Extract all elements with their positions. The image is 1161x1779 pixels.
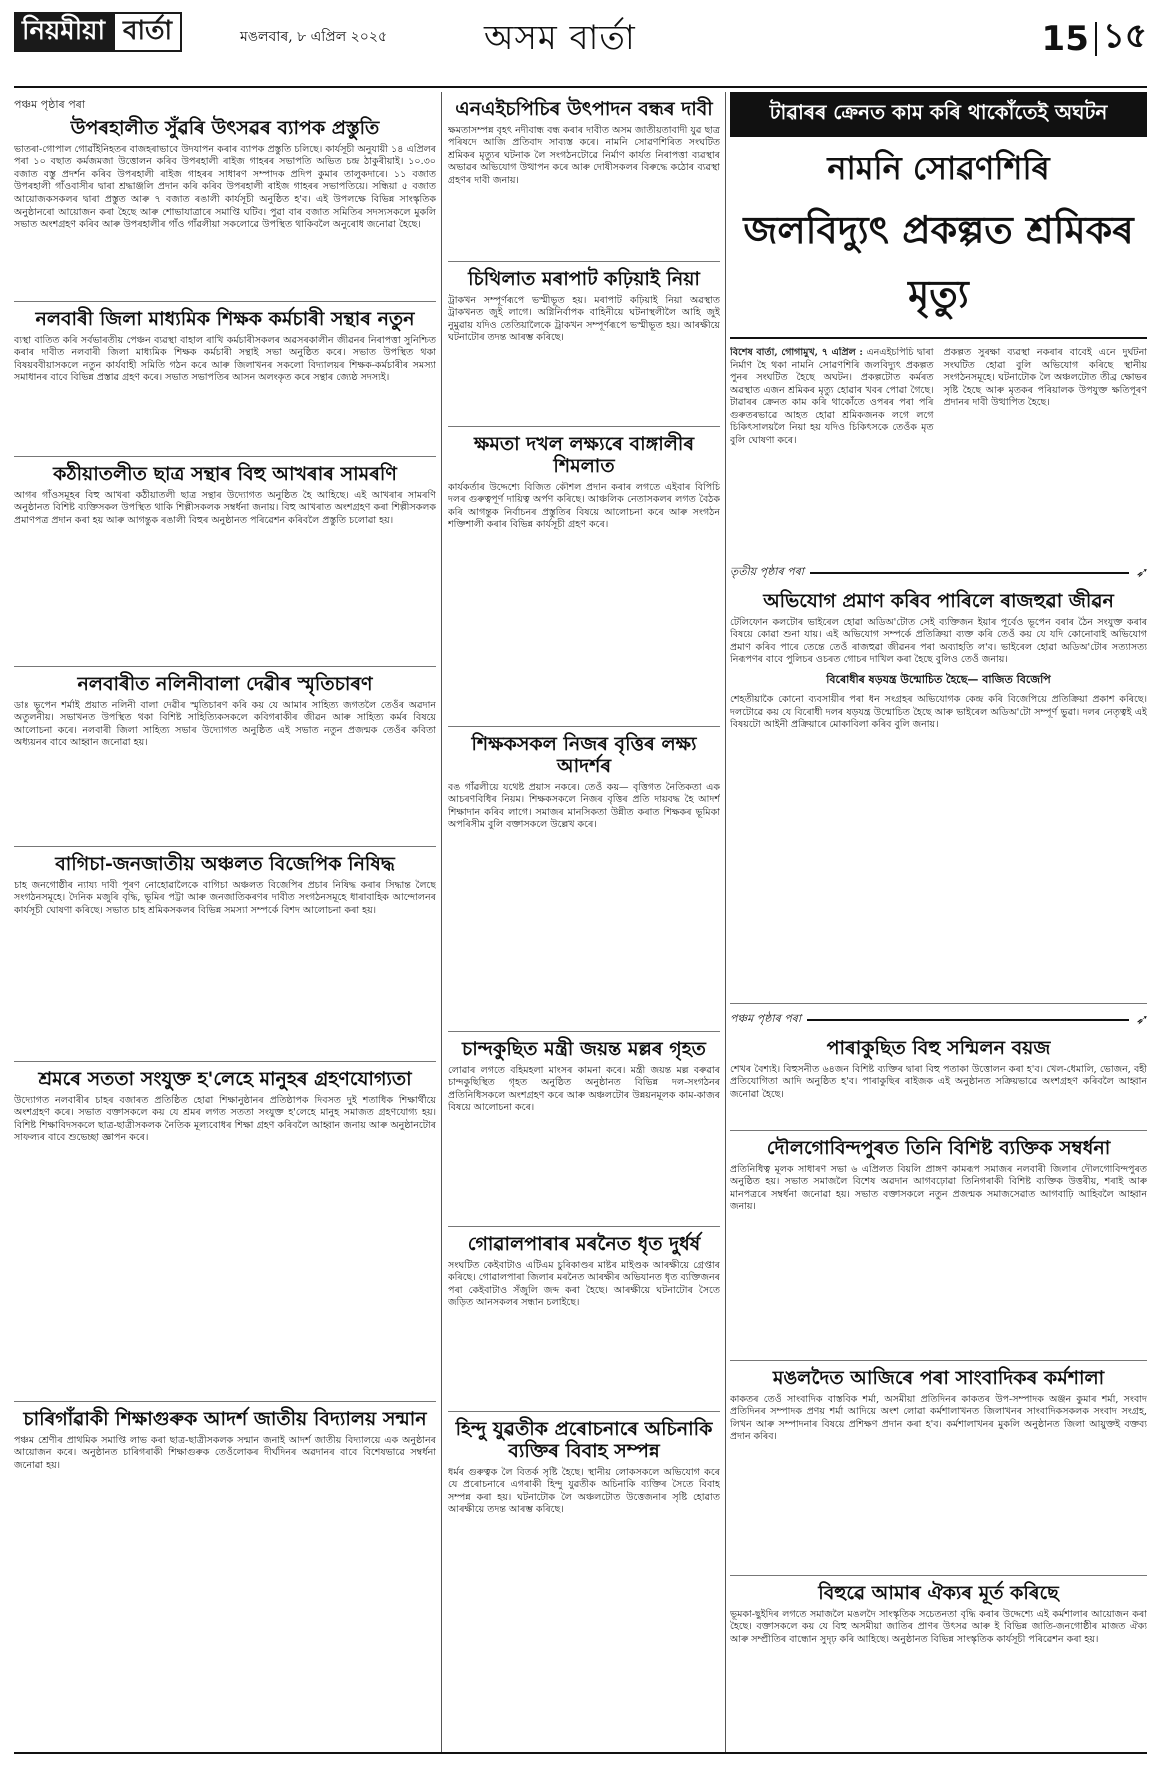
logo-part-one: নিয়মীয়া — [14, 12, 113, 52]
article-subhead: বিৰোধীৰ ষড়যন্ত্ৰ উন্মোচিত হৈছে— বাজিত বিজেপি — [826, 672, 1051, 686]
lead-banner-kicker: টাৱাৰৰ ক্ৰেনত কাম কৰি থাকোঁতেই অঘটন — [730, 92, 1147, 137]
page-number-arabic: 15 — [1041, 18, 1089, 59]
article-headline: নলবাৰী জিলা মাধ্যমিক শিক্ষক কৰ্মচাৰী সন্থাৰ নতুন — [35, 308, 415, 330]
article-headline: গোৱালপাৰাৰ মৰনৈত ধৃত দুৰ্ধৰ্ষ — [467, 1233, 701, 1255]
article-headline: বাগিচা-জনজাতীয় অঞ্চলত বিজেপিক নিষিদ্ধ — [55, 853, 395, 875]
page-number-divider — [1095, 22, 1097, 56]
article-headline: শ্ৰমৰে সততা সংযুক্ত হ'লেহে মানুহৰ গ্ৰহণযোগ্যতা — [38, 1068, 412, 1090]
lead-body — [730, 347, 1147, 557]
page-number-native: ১৫ — [1102, 16, 1147, 56]
article-kicker: পঞ্চম পৃষ্ঠাৰ পৰা — [14, 98, 86, 111]
article-jute-truck — [448, 262, 720, 427]
article-marriage — [448, 1412, 720, 1752]
article-teachers-union — [14, 302, 436, 457]
article-body: প্ৰতিনিধিত্ব মূলক সাধাৰণ সভা ৬ এপ্ৰিলত বিয়লি প্ৰাঙ্গণ কামৰূপ সমাজৰ নলবাৰী জিলাৰ দৌলগোবিন্দপুৰত অনুষ্ঠিত হয়। সভাত সমাজলৈ বিশেষ অৱদান আগবঢ়োৱা তিনিগৰাকী বিশিষ্ট ব্যক্তিক উত্তৰীয়, শৰাই আৰু মানপত্ৰৰে সম্বৰ্ধনা জনোৱা হয়। সভাত বক্তাসকলে নতুন প্ৰজন্মক সমাজসেৱাত আগবাঢ়ি আহিবলৈ আহ্বান জনায়। — [730, 1163, 1147, 1213]
article-body: কাৰ্যকৰ্তাৰ উদ্দেশ্যে বিজিত কৌশল প্ৰদান কৰাৰ লগতে এইবাৰ বিপিচি দলৰ গুৰুত্বপূৰ্ণ দায়িত্ব অৰ্পণ কৰিছে। আঞ্চলিক নেতাসকলৰ লগত বৈঠক কৰি আগন্তুক নিৰ্বাচনৰ প্ৰস্তুতিৰ বিষয়ে আলোচনা কৰে আৰু সংগঠন শক্তিশালী কৰাৰ বিভিন্ন কাৰ্যসূচী গ্ৰহণ কৰে। — [448, 481, 720, 531]
article-body: চাহ জনগোষ্ঠীৰ ন্যায্য দাবী পূৰণ নোহোৱালৈকে বাগিচা অঞ্চলত বিজেপিৰ প্ৰচাৰ নিষিদ্ধ কৰাৰ সিদ্ধান্ত লৈছে সংগঠনসমূহে। দৈনিক মজুৰি বৃদ্ধি, ভূমিৰ পট্টা আৰু জনজাতিকৰণৰ দাবীত সংগঠনসমূহে ধাৰাবাহিক আন্দোলনৰ কাৰ্যসূচী ঘোষণা কৰিছে। সভাত চাহ শ্ৰমিকসকলৰ বিভিন্ন সমস্যা সম্পৰ্কে বিশদ আলোচনা কৰা হয়। — [14, 879, 436, 916]
newspaper-logo — [14, 12, 222, 52]
article-body: ভাতৰা-গোপাল গোৱাঁইনিহতৰ বাজহৰাভাবে উদযাপন কৰাৰ ব্যাপক প্ৰস্তুতি চলিছে। কাৰ্যসূচী অনুযায়ী ১৪ এপ্ৰিলৰ পৰা ১০ বছাত কৰ্মজমজা উত্তোলন কৰিব উপৰহালী ৰাইজ গাহৰৰ সভাপতি অভিত চন্দ্ৰ ঠাকুৰীয়াই। ১০.৩০ বজাত বস্তু প্ৰদৰ্শন কৰিব উপৰহালী ৰাইজ গাহৰৰ সাধাৰণ সম্পাদক প্ৰদিপ কুমাৰ তালুকদাৰে। ১১ বজাত উপৰহালী গাঁওবাসীৰ দ্বাৰা শ্ৰদ্ধাঞ্জলি প্ৰদান কৰি কৰিব উপৰহালী ৰাইজ গাহৰৰ সভাপতিয়ে। সন্ধিয়া ৫ বজাত আয়োজকসকলৰ দ্বাৰা প্ৰস্তুত আৰু ৭ বজাত ৰঙালী কাৰ্যসূচী অনুষ্ঠিত হ'ব। এই উপলক্ষে বিভিন্ন সাংস্কৃতিক অনুষ্ঠানৰো আয়োজন কৰা হৈছে আৰু শোভাযাত্ৰাৰে সমাপ্তি ঘটিব। পুৱা বাৰ বজাত সমিতিৰ সদস্যসকলে মুকলি সভাত অংশগ্ৰহণ কৰিব আৰু উপৰহালীৰ গাঁও গাঁৱলীয়া সকলোৱে উপস্থিত থাকিবলৈ অনুৰোধ জনোৱা হৈছে। — [14, 143, 436, 231]
lead-body-part-one: এনএইচপিচি দ্বাৰা নিৰ্মাণ হৈ থকা নামনি সোৱণশিৰি জলবিদ্যুৎ প্ৰকল্পত পুনৰ সংঘটিত হৈছে অঘটন। প্ৰকল্পটোত কৰ্মৰত অৱস্থাত এজন শ্ৰমিকৰ মৃত্যু হোৱাৰ খবৰ পোৱা গৈছে। টাৱাৰৰ ক্ৰেনত কাম কৰি থাকোঁতে ওপৰৰ পৰা পৰি গুৰুতৰভাৱে আহত হোৱা শ্ৰমিকজনক লগে লগে চিকিৎসালয়লৈ নিয়া হয় যদিও চিকিৎসকে তেওঁক মৃত বুলি ঘোষণা কৰে। — [730, 347, 934, 446]
article-headline: হিন্দু যুৱতীক প্ৰৰোচনাৰে অচিনাকি ব্যক্তিৰ বিবাহ সম্পন্ন — [455, 1418, 713, 1462]
article-headline: মঙলদৈত আজিৰে পৰা সাংবাদিকৰ কৰ্মশালা — [772, 1367, 1105, 1389]
lead-dateline: বিশেষ বাৰ্তা, গোগামুখ, ৭ এপ্ৰিল : — [730, 347, 863, 358]
article-allegation — [730, 584, 1147, 1004]
article-headline: চান্দকুছিত মন্ত্ৰী জয়ন্ত মল্লৰ গৃহত — [462, 1038, 706, 1060]
article-teachers-ideal — [448, 727, 720, 1032]
article-headline: শিক্ষকসকল নিজৰ বৃত্তিৰ লক্ষ্য আদৰ্শৰ — [471, 733, 697, 777]
article-body: ভূমকা-ছুইদিৰ লগতে সমাজলৈ মঙলদৈ সাংস্কৃতিক সচেতনতা বৃদ্ধি কৰাৰ উদ্দেশ্যে এই কৰ্মশালাৰ আয়োজন কৰা হৈছে। বক্তাসকলে কয় যে বিহু অসমীয়া জাতিৰ প্ৰাণৰ উৎসৱ আৰু ই বিভিন্ন জাতি-জনগোষ্ঠীৰ মাজত ঐক্য আৰু সম্প্ৰীতিৰ বান্ধোন সুদৃঢ় কৰি আহিছে। অনুষ্ঠানত বিভিন্ন সাংস্কৃতিক কাৰ্যসূচী পৰিৱেশন কৰা হয়। — [730, 1608, 1147, 1645]
article-felicitation — [730, 1131, 1147, 1361]
footer-rule — [14, 1752, 1147, 1754]
column-divider-1 — [441, 92, 442, 1752]
article-headline: এনএইচপিচিৰ উৎপাদন বন্ধৰ দাবী — [455, 98, 713, 120]
article-headline: কঠীয়াতলীত ছাত্ৰ সন্থাৰ বিহু আখৰাৰ সামৰণি — [53, 463, 397, 485]
issue-date: মঙলবাৰ, ৮ এপ্ৰিল ২০২৫ — [240, 29, 388, 45]
article-body: উদ্যোগত নলবাৰীৰ চাহৰ বজাৰত প্ৰতিষ্ঠিত হোৱা শিক্ষানুষ্ঠানৰ প্ৰতিষ্ঠাপক দিবসত দুই শতাধিক শিক্ষাৰ্থীয়ে অংশগ্ৰহণ কৰে। সভাত বক্তাসকলে কয় যে শ্ৰমৰ লগত সততা সংযুক্ত হ'লেহে মানুহ সমাজত গ্ৰহণযোগ্য হয়। বিশিষ্ট শিক্ষাবিদসকলে ছাত্ৰ-ছাত্ৰীসকলক নৈতিক মূল্যবোধৰ শিক্ষা গ্ৰহণ কৰিবলৈ আহ্বান জনায় আৰু অনুষ্ঠানটোৰ সাফল্যৰ বাবে শুভেচ্ছা জ্ঞাপন কৰে। — [14, 1094, 436, 1144]
article-body: ক্ষমতাসম্পন্ন বৃহৎ নদীবান্ধ বন্ধ কৰাৰ দাবীত অসম জাতীয়তাবাদী যুৱ ছাত্ৰ পৰিষদে আজি প্ৰতিবাদ সাব্যস্ত কৰে। নামনি সোৱণশিৰিত সংঘটিত শ্ৰমিকৰ মৃত্যুৰ ঘটনাক লৈ সংগঠনটোৱে নিৰ্মাণ কাৰ্যত নিৰাপত্তা ব্যৱস্থাৰ অভাৱৰ অভিযোগ উত্থাপন কৰে আৰু দোষীসকলৰ বিৰুদ্ধে কঠোৰ ব্যৱস্থা গ্ৰহণৰ দাবী জনায়। — [448, 124, 720, 186]
article-nalinibala — [14, 667, 436, 847]
article-headline: চিথিলাত মৰাপাট কঢ়িয়াই নিয়া — [468, 268, 700, 290]
lead-story — [730, 92, 1147, 557]
article-bihu-sanmilan — [730, 1031, 1147, 1131]
article-body: লোৱাৰ লগতে বহিমহলা মাংসৰ কামনা কৰে। মন্ত্ৰী জয়ন্ত মল্ল বৰুৱাৰ চান্দকুছিস্থিত গৃহত অনুষ্ঠিত অনুষ্ঠানত বিভিন্ন দল-সংগঠনৰ প্ৰতিনিধিসকলে অংশগ্ৰহণ কৰে আৰু অঞ্চলটোৰ উন্নয়নমূলক কাম-কাজৰ বিষয়ে আলোচনা কৰে। — [448, 1064, 720, 1114]
article-goalpara-arrest — [448, 1227, 720, 1412]
article-body: শেখৰ বৈশ্যই। বিহুসনীত ৬৪জন বিশিষ্ট ব্যক্তিৰ দ্বাৰা বিহু পতাকা উত্তোলন কৰা হ'ব। খেল-ধেমালি, ভোজন, বহী প্ৰতিযোগিতা আদি অনুষ্ঠিত হ'ব। পাৰাকুছিৰ ৰাইজক এই অনুষ্ঠানত সক্ৰিয়ভাৱে অংশগ্ৰহণ কৰিবলৈ আহ্বান জনোৱা হৈছে। — [730, 1063, 1147, 1100]
article-headline: চাৰিগাঁৱাকী শিক্ষাগুৰুক আদৰ্শ জাতীয় বিদ্যালয় সন্মান — [23, 1408, 427, 1430]
article-headline: নলবাৰীত নলিনীবালা দেৱীৰ স্মৃতিচাৰণ — [77, 673, 373, 695]
logo-part-two: বাৰ্তা — [113, 12, 182, 52]
middle-column — [448, 92, 720, 1752]
lead-body-part-two: প্ৰকল্পত সুৰক্ষা ব্যৱস্থা নকৰাৰ বাবেই এনে দুৰ্ঘটনা সংঘটিত হোৱা বুলি অভিযোগ কৰিছে স্থানীয় সংগঠনসমূহে। ঘটনাটোক লৈ অঞ্চলটোত তীব্ৰ ক্ষোভৰ সৃষ্টি হৈছে আৰু মৃতকৰ পৰিয়ালক উপযুক্ত ক্ষতিপূৰণ প্ৰদানৰ দাবী উত্থাপিত হৈছে। — [943, 347, 1147, 409]
lead-subheadline: নামনি সোৱণশিৰি — [827, 149, 1050, 187]
masthead-rule — [14, 86, 1147, 88]
article-shimla — [448, 427, 720, 727]
right-column — [730, 92, 1147, 1766]
article-headline: বিহুৱে আমাৰ ঐক্যৰ মূৰ্ত কৰিছে — [818, 1582, 1059, 1604]
article-uporhali — [14, 92, 436, 302]
article-journalist-workshop — [730, 1361, 1147, 1576]
article-body: পঞ্চম শ্ৰেণীৰ প্ৰাথমিক সমাপ্তি লাভ কৰা ছাত্ৰ-ছাত্ৰীসকলক সন্মান জনাই আদৰ্শ জাতীয় বিদ্যালয়ে এক অনুষ্ঠানৰ আয়োজন কৰে। অনুষ্ঠানত চাৰিগৰাকী শিক্ষাগুৰুক তেওঁলোকৰ দীৰ্ঘদিনৰ অৱদানৰ বাবে বিশেষভাৱে সম্বৰ্ধনা জনোৱা হয়। — [14, 1434, 436, 1471]
article-school-honour — [14, 1402, 436, 1742]
article-headline: দৌলগোবিন্দপুৰত তিনি বিশিষ্ট ব্যক্তিক সম্বৰ্ধনা — [766, 1137, 1111, 1159]
article-body: টেলিফোন কলটোৰ ভাইৰেল হোৱা অডিঅ'টোত সেই ব্যক্তিজন ইয়াৰ পূৰ্বেও ভূপেন বৰাৰ ঠৈন সংযুক্ত কৰাৰ বিষয়ে কোৱা শুনা যায়। এই অভিযোগ সম্পৰ্কে প্ৰতিক্ৰিয়া ব্যক্ত কৰি তেওঁ কয় যে যদি কোনোবাই অভিযোগ প্ৰমাণ কৰিব পাৰে তেন্তে তেওঁ ৰাজহুৱা জীৱনৰ পৰা অব্যাহতি ল'ব। ভাইৰেল হোৱা অডিঅ'টোৰ সত্যাসত্য নিৰূপণৰ বাবে পুলিচৰ ওচৰত গোচৰ দাখিল কৰা হৈছে বুলিও তেওঁ জনায়। — [730, 616, 1147, 666]
article-headline: উপৰহালীত সুঁৱৰি উৎসৱৰ ব্যাপক প্ৰস্তুতি — [70, 117, 380, 139]
lead-headline: জলবিদ্যুৎ প্ৰকল্পত শ্ৰমিকৰ মৃত্যু — [730, 201, 1147, 339]
article-bihu-unity — [730, 1576, 1147, 1766]
article-body: কাকতৰ তেওঁ সাংবাদিক বাস্তবিক শৰ্মা, অসমীয়া প্ৰতিদিনৰ কাকতৰ উপ-সম্পাদক অঞ্জন কুমাৰ শৰ্মা, সংবাদ প্ৰতিদিনৰ সম্পাদক প্ৰণয় শৰ্মা আদিয়ে অংশ লোৱা কৰ্মশালাখনত জিলাখনৰ সাংবাদিকসকলক সংবাদ সংগ্ৰহ, লিখন আৰু সম্পাদনাৰ বিষয়ে প্ৰশিক্ষণ প্ৰদান কৰা হ'ব। কৰ্মশালাখনৰ মুকলি অনুষ্ঠানত জিলা আয়ুক্তই বক্তব্য প্ৰদান কৰিব। — [730, 1393, 1147, 1443]
masthead — [14, 8, 1147, 94]
article-headline: ক্ষমতা দখল লক্ষ্যৰে বাঙ্গালীৰ শিমলাত — [473, 433, 695, 477]
article-nhpc — [448, 92, 720, 262]
article-headline: পাৰাকুছিত বিহু সন্মিলন বয়জ — [826, 1037, 1051, 1059]
article-minister-home — [448, 1032, 720, 1227]
article-body: আগৰ গাঁওসমূহৰ বিহু আখৰা কঠীয়াতলী ছাত্ৰ সন্থাৰ উদ্যোগত অনুষ্ঠিত হৈ আহিছে। এই আখৰাৰ সামৰণি অনুষ্ঠানত বিশিষ্ট ব্যক্তিসকল উপস্থিত থাকি শিল্পীসকলক সম্বৰ্ধনা জনায়। বিহু আখৰাত অংশগ্ৰহণ কৰা শিল্পীসকলক প্ৰমাণপত্ৰ প্ৰদান কৰা হয় আৰু আগন্তুক ৰঙালী বিহুৰ অনুষ্ঠানত পৰিৱেশন কৰিবলৈ প্ৰস্তুতি চলোৱা হয়। — [14, 489, 436, 526]
article-bjp-ban — [14, 847, 436, 1062]
column-divider-2 — [725, 92, 726, 1752]
article-body: বঙ গাঁৱলীয়ে যথেষ্ট প্ৰয়াস নকৰে। তেওঁ কয়— বৃত্তিগত নৈতিকতা এক আচৰণবিধিৰ নিয়ম। শিক্ষকসকলে নিজৰ বৃত্তিৰ প্ৰতি দায়বদ্ধ হৈ আদৰ্শ শিক্ষাদান কৰিব লাগে। সমাজৰ মানসিকতা উন্নীত কৰাত শিক্ষকৰ ভূমিকা অপৰিসীম বুলি বক্তাসকলে উল্লেখ কৰে। — [448, 781, 720, 831]
left-column — [14, 92, 436, 1742]
article-labour-honesty — [14, 1062, 436, 1402]
article-headline: অভিযোগ প্ৰমাণ কৰিব পাৰিলে ৰাজহুৱা জীৱন — [763, 590, 1114, 612]
article-body: ডাঃ ভূপেন শৰ্মাই প্ৰয়াত নলিনী বালা দেৱীৰ স্মৃতিচাৰণ কৰি কয় যে আমাৰ সাহিত্য জগতলৈ তেওঁৰ অৱদান অতুলনীয়। সভাখনত উপস্থিত থকা বিশিষ্ট সাহিত্যিকসকলে কবিগৰাকীৰ জীৱন আৰু সাহিত্য কৰ্মৰ বিষয়ে আলোচনা কৰে। নলবাৰী জিলা সাহিত্য সভাৰ উদ্যোগত অনুষ্ঠিত এই সভাত নতুন প্ৰজন্মক তেওঁৰ কবিতা অধ্যয়নৰ বাবে আহ্বান জনোৱা হয়। — [14, 699, 436, 749]
article-body: ব্যস্থা বাতিত কৰি সৰ্বভাৰতীয় পেঞ্চন ব্যৱস্থা বাহাল ৰাখি কৰ্মচাৰীসকলৰ অৱসৰকালীন জীৱনৰ নিৰাপত্তা সুনিশ্চিত কৰাৰ দাবীত নলবাৰী জিলা মাধ্যমিক শিক্ষক কৰ্মচাৰী সন্থাই সভা অনুষ্ঠিত কৰে। সভাত উপস্থিত থকা বিষয়ববীয়াসকলে নতুন কাৰ্যবাহী সমিতি গঠন কৰে আৰু জিলাখনৰ সকলো বিদ্যালয়ৰ শিক্ষক-কৰ্মচাৰীৰ সমস্যা সমাধানৰ বাবে বিভিন্ন প্ৰস্তাৱ গ্ৰহণ কৰে। সভাত সভাপতিৰ আসন অলংকৃত কৰে সন্থাৰ জ্যেষ্ঠ সদস্যই। — [14, 334, 436, 384]
article-bihu-akhora — [14, 457, 436, 667]
page-number — [1042, 10, 1147, 67]
article-body: ধৰ্মৰ গুৰুত্বক লৈ বিতৰ্ক সৃষ্টি হৈছে। স্থানীয় লোকসকলে অভিযোগ কৰে যে প্ৰৰোচনাৰে এগৰাকী হিন্দু যুৱতীক অচিনাকি ব্যক্তিৰ সৈতে বিবাহ সম্পন্ন কৰা হয়। ঘটনাটোক লৈ অঞ্চলটোত উত্তেজনাৰ সৃষ্টি হোৱাত আৰক্ষীয়ে তদন্ত আৰম্ভ কৰিছে। — [448, 1466, 720, 1516]
continuation-tag: তৃতীয় পৃষ্ঠাৰ পৰা ➶ — [730, 564, 1147, 581]
section-title: অসম বাৰ্তা — [484, 18, 636, 58]
article-body: ট্ৰাকখন সম্পূৰ্ণৰূপে ভস্মীভূত হয়। মৰাপাট কঢ়িয়াই নিয়া অৱস্থাত ট্ৰাকখনত জুই লাগে। অগ্নিনিৰ্বাপক বাহিনীয়ে ঘটনাস্থলীলৈ আহি জুই নুমুৱায় যদিও তেতিয়ালৈকে ট্ৰাকখন সম্পূৰ্ণৰূপে ভস্মীভূত হয়। আৰক্ষীয়ে ঘটনাটোৰ তদন্ত আৰম্ভ কৰিছে। — [448, 294, 720, 344]
article-body: সংঘটিত কেইবাটাও এটিএম চুৰিকাণ্ডৰ মাষ্টৰ মাইণ্ডক আৰক্ষীয়ে গ্ৰেপ্তাৰ কৰিছে। গোৱালপাৰা জিলাৰ মৰনৈত আৰক্ষীৰ অভিযানত ধৃত ব্যক্তিজনৰ পৰা কেইবাটাও সঁজুলি জব্দ কৰা হৈছে। আৰক্ষীয়ে ঘটনাটোৰ সৈতে জড়িত আনসকলৰ সন্ধান চলাইছে। — [448, 1259, 720, 1309]
article-body-continued: শেহতীয়াকৈ কোনো ব্যবসায়ীৰ পৰা ধন সংগ্ৰহৰ অভিযোগক কেন্দ্ৰ কৰি বিজেপিয়ে প্ৰতিক্ৰিয়া প্ৰকাশ কৰিছে। দলটোৱে কয় যে বিৰোধী দলৰ ষড়যন্ত্ৰ উন্মোচিত হৈছে আৰু ভাইৰেল অডিঅ'টো সম্পূৰ্ণ ভুৱা। দলৰ নেতৃত্বই এই বিষয়টো আইনী প্ৰক্ৰিয়াৰে মোকাবিলা কৰিব বুলি জনায়। — [730, 693, 1147, 731]
continuation-tag: পঞ্চম পৃষ্ঠাৰ পৰা ➶ — [730, 1011, 1147, 1028]
